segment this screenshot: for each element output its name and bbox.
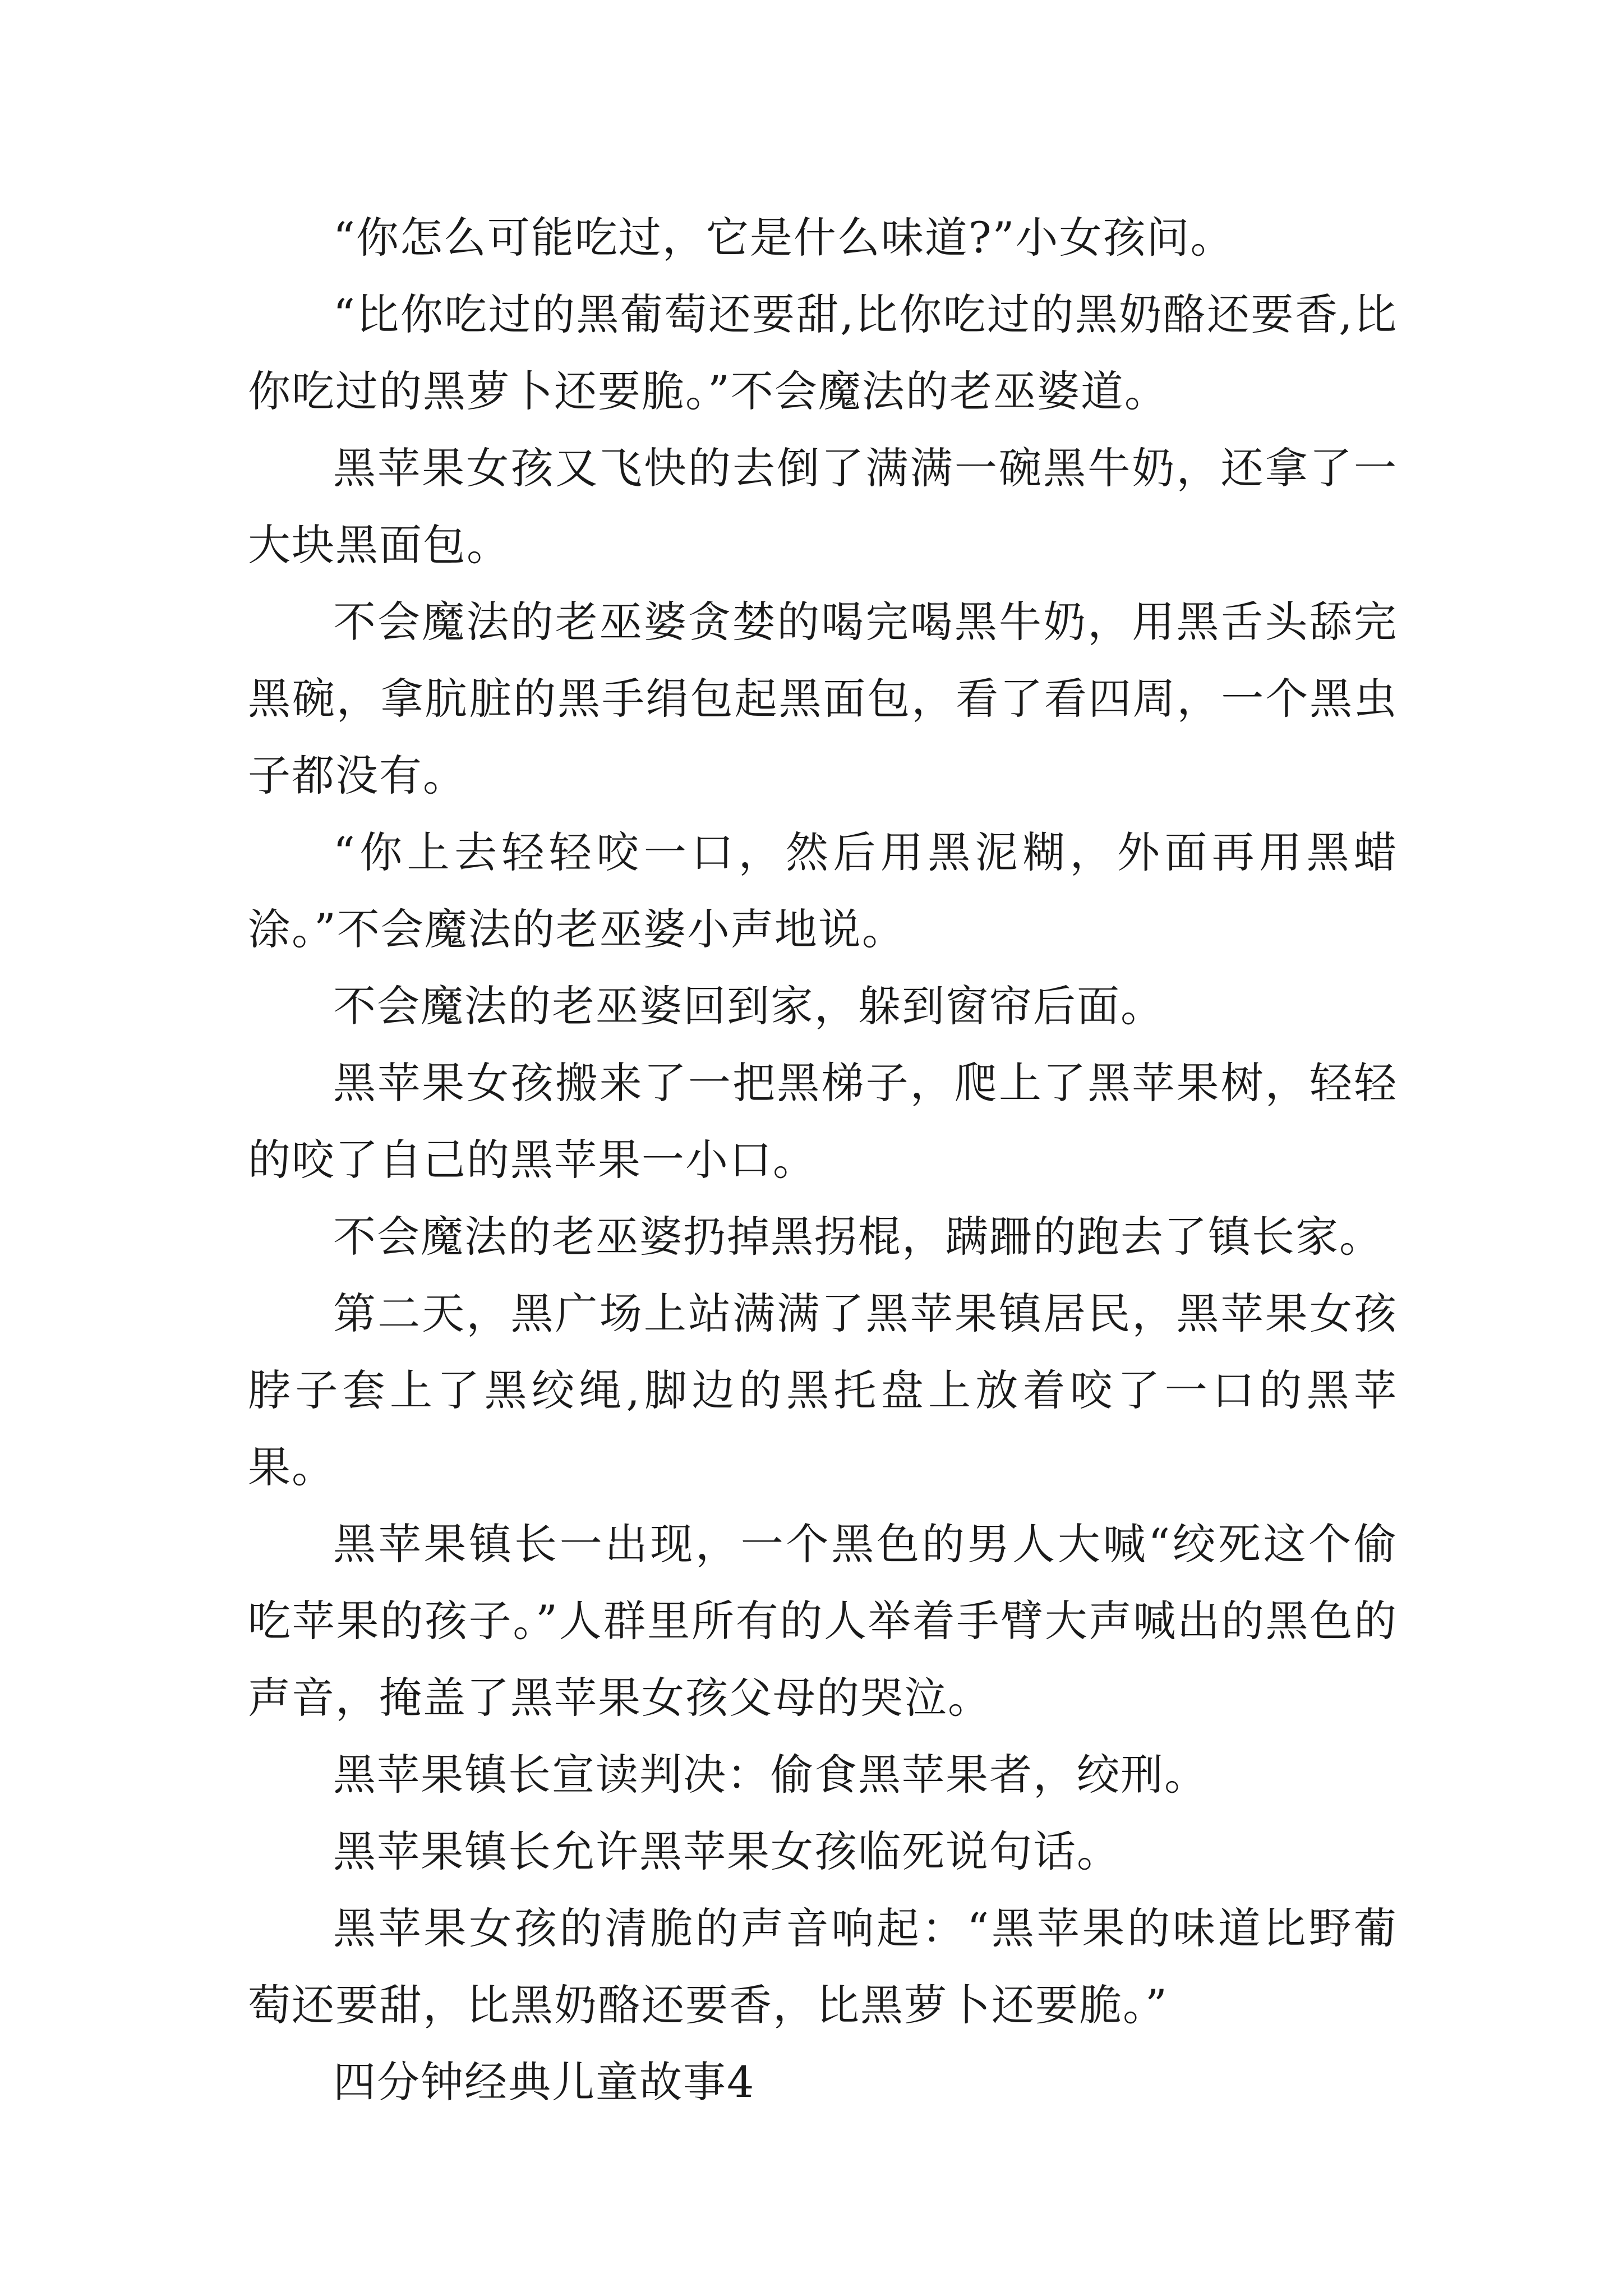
- paragraph: “你上去轻轻咬一口，然后用黑泥糊，外面再用黑蜡涂。”不会魔法的老巫婆小声地说。: [248, 827, 1398, 954]
- paragraph: “你怎么可能吃过，它是什么味道?”小女孩问。: [333, 213, 1234, 263]
- paragraph: 不会魔法的老巫婆回到家，躲到窗帘后面。: [333, 981, 1164, 1031]
- section-heading: 四分钟经典儿童故事4: [333, 2057, 755, 2107]
- paragraph: 不会魔法的老巫婆扔掉黑拐棍，蹒跚的跑去了镇长家。: [333, 1212, 1383, 1262]
- paragraph: 黑苹果镇长一出现，一个黑色的男人大喊“绞死这个偷吃苹果的孩子。”人群里所有的人举着手臂大声喊出的黑色的声音，掩盖了黑苹果女孩父母的哭泣。: [248, 1519, 1398, 1723]
- paragraph: 黑苹果女孩搬来了一把黑梯子，爬上了黑苹果树，轻轻的咬了自己的黑苹果一小口。: [248, 1058, 1398, 1185]
- paragraph: 黑苹果女孩又飞快的去倒了满满一碗黑牛奶，还拿了一大块黑面包。: [248, 443, 1398, 570]
- paragraph: 不会魔法的老巫婆贪婪的喝完喝黑牛奶，用黑舌头舔完黑碗，拿肮脏的黑手绢包起黑面包，看了看四周，一个黑虫子都没有。: [248, 597, 1398, 800]
- document-body: [248, 199, 1398, 2120]
- paragraph: 第二天，黑广场上站满满了黑苹果镇居民，黑苹果女孩脖子套上了黑绞绳,脚边的黑托盘上放着咬了一口的黑苹果。: [248, 1289, 1398, 1492]
- paragraph: 黑苹果镇长允许黑苹果女孩临死说句话。: [333, 1826, 1121, 1876]
- paragraph: “比你吃过的黑葡萄还要甜,比你吃过的黑奶酪还要香,比你吃过的黑萝卜还要脆。”不会魔法的老巫婆道。: [248, 289, 1398, 416]
- paragraph: 黑苹果镇长宣读判决：偷食黑苹果者，绞刑。: [333, 1750, 1208, 1800]
- paragraph: 黑苹果女孩的清脆的声音响起：“黑苹果的味道比野葡萄还要甜，比黑奶酪还要香，比黑萝卜还要脆。”: [248, 1903, 1398, 2030]
